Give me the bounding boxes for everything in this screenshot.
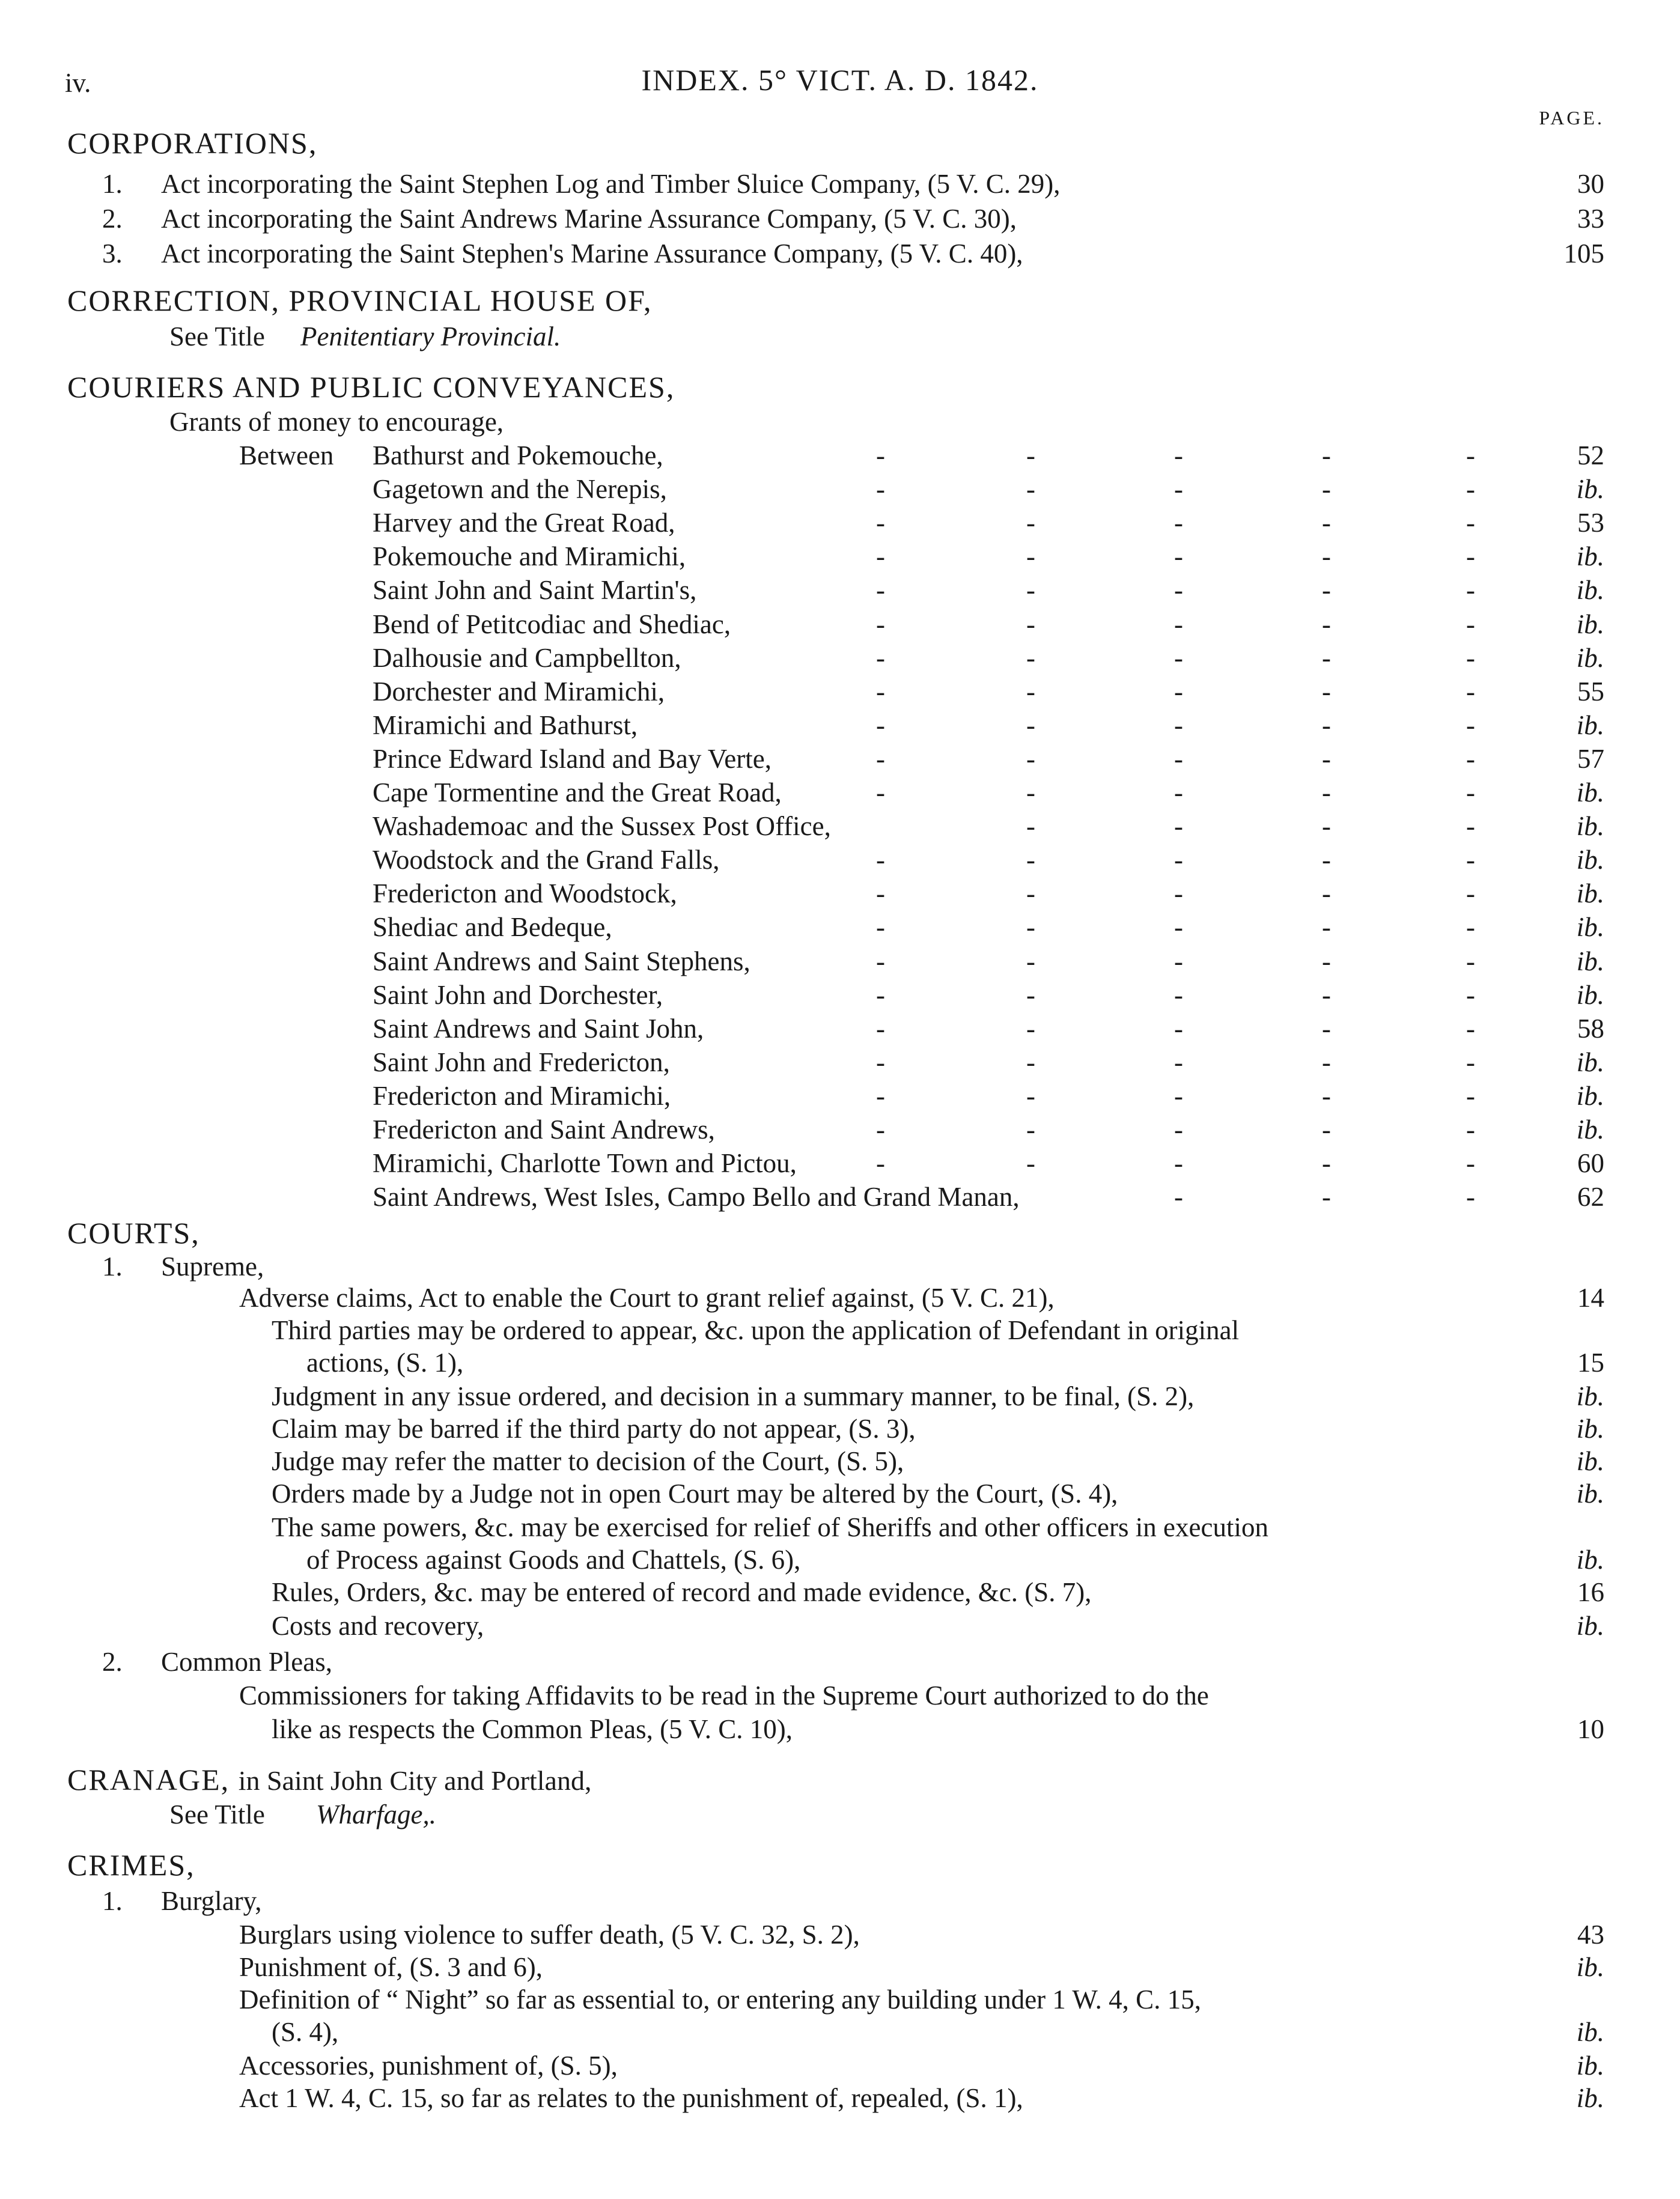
route-text: Woodstock and the Grand Falls, [373, 845, 720, 875]
leader-dash: - [876, 743, 885, 774]
crimes-punishment: Punishment of, (S. 3 and 6), ib. [239, 1952, 1604, 1982]
leader-dash: - [1174, 508, 1183, 538]
route-text: Fredericton and Saint Andrews, [373, 1115, 715, 1145]
courts-third-parties: Third parties may be ordered to appear, &c. upon the application of Defendant in original [272, 1315, 1240, 1345]
leader-dash: - [1026, 1013, 1035, 1044]
courts-rules: Rules, Orders, &c. may be entered of record and made evidence, &c. (S. 7), 16 [272, 1577, 1604, 1607]
courier-route [0, 1079, 1680, 1113]
courier-route [0, 573, 1680, 607]
courier-route [0, 1045, 1680, 1079]
leader-dash: - [1322, 878, 1331, 909]
leader-dash: - [1466, 777, 1475, 808]
entry-number: 2. [102, 1647, 123, 1677]
entry-number: 1. [102, 1252, 123, 1282]
leader-dash: - [1466, 1080, 1475, 1111]
leader-dash: - [1174, 676, 1183, 707]
leader-dash: - [1026, 878, 1035, 909]
courts-judgment: Judgment in any issue ordered, and decision in a summary manner, to be final, (S. 2), ib. [272, 1381, 1604, 1411]
crimes-accessories: Accessories, punishment of, (S. 5), ib. [239, 2051, 1604, 2081]
see-title-reference: Penitentiary Provincial. [300, 321, 561, 351]
leader-dash: - [1174, 710, 1183, 740]
leader-dash: - [1466, 743, 1475, 774]
leader-dash: - [876, 845, 885, 875]
page-number: iv. [65, 68, 91, 98]
heading-courts: COURTS, [67, 1216, 200, 1250]
leader-dash: - [1026, 676, 1035, 707]
leader-dash: - [1026, 440, 1035, 470]
route-page: ib. [1576, 1115, 1604, 1145]
route-text: Fredericton and Miramichi, [373, 1080, 671, 1111]
leader-dash: - [876, 1115, 885, 1145]
page-column-label: PAGE. [1539, 107, 1604, 129]
route-text: Harvey and the Great Road, [373, 508, 675, 538]
entry-number: 2. [102, 204, 123, 234]
entry-number: 3. [102, 239, 123, 269]
heading-crimes: CRIMES, [67, 1848, 195, 1882]
leader-dash: - [876, 676, 885, 707]
leader-dash: - [1174, 777, 1183, 808]
heading-cranage-rest: in Saint John City and Portland, [238, 1765, 592, 1796]
route-text: Saint Andrews and Saint Stephens, [373, 946, 750, 976]
leader-dash: - [1026, 912, 1035, 943]
route-page: ib. [1576, 878, 1604, 909]
leader-dash: - [1466, 508, 1475, 538]
leader-dash: - [1026, 1115, 1035, 1145]
corporations-entry-1 [0, 167, 1680, 201]
leader-dash: - [876, 1080, 885, 1111]
leader-dash: - [1026, 1080, 1035, 1111]
leader-dash: - [1322, 676, 1331, 707]
crimes-burglary [0, 1884, 1680, 1918]
leader-dash: - [1026, 508, 1035, 538]
leader-dash: - [1322, 777, 1331, 808]
courier-route [0, 1012, 1680, 1045]
courts-costs: Costs and recovery, ib. [272, 1611, 1604, 1641]
route-text: Miramichi, Charlotte Town and Pictou, [373, 1148, 797, 1179]
leader-dash: - [1322, 1013, 1331, 1044]
route-page: ib. [1576, 609, 1604, 639]
route-text: Saint Andrews, West Isles, Campo Bello and Grand Manan, [373, 1182, 1020, 1212]
leader-dash: - [1466, 1013, 1475, 1044]
route-text: Pokemouche and Miramichi, [373, 541, 686, 572]
courier-route [0, 439, 1680, 472]
entry-page: 105 [1563, 239, 1604, 269]
courts-adverse-claims: Adverse claims, Act to enable the Court to grant relief against, (5 V. C. 21), 14 [239, 1283, 1604, 1313]
leader-dash: - [1466, 1115, 1475, 1145]
entry-label: Common Pleas, [161, 1647, 333, 1677]
leader-dash: - [1026, 1047, 1035, 1077]
heading-corporations: CORPORATIONS, [67, 126, 318, 160]
leader-dash: - [1322, 508, 1331, 538]
courier-route [0, 809, 1680, 843]
route-text: Saint John and Dorchester, [373, 979, 663, 1010]
crimes-repealed: Act 1 W. 4, C. 15, so far as relates to the punishment of, repealed, (S. 1), ib. [239, 2083, 1604, 2113]
crimes-violence: Burglars using violence to suffer death, (5 V. C. 32, S. 2), 43 [239, 1920, 1604, 1950]
courier-route [0, 506, 1680, 540]
leader-dash: - [1466, 878, 1475, 909]
courts-orders: Orders made by a Judge not in open Court may be altered by the Court, (S. 4), ib. [272, 1479, 1604, 1509]
leader-dash: - [1322, 474, 1331, 505]
leader-dash: - [1322, 1047, 1331, 1077]
leader-dash: - [1466, 845, 1475, 875]
route-text: Fredericton and Woodstock, [373, 878, 677, 909]
courier-route [0, 910, 1680, 944]
leader-dash: - [1322, 541, 1331, 572]
route-text: Washademoac and the Sussex Post Office, [373, 811, 831, 842]
leader-dash: - [876, 1047, 885, 1077]
leader-dash: - [1026, 609, 1035, 639]
courier-route [0, 1146, 1680, 1180]
leader-dash: - [1174, 878, 1183, 909]
leader-dash: - [876, 1148, 885, 1179]
leader-dash: - [1466, 642, 1475, 673]
leader-dash: - [1322, 946, 1331, 976]
leader-dash: - [1466, 979, 1475, 1010]
courts-supreme [0, 1250, 1680, 1283]
route-page: 53 [1577, 508, 1604, 538]
leader-dash: - [876, 878, 885, 909]
route-page: ib. [1576, 777, 1604, 808]
route-text: Gagetown and the Nerepis, [373, 474, 667, 505]
leader-dash: - [1174, 609, 1183, 639]
leader-dash: - [1466, 912, 1475, 943]
leader-dash: - [1026, 979, 1035, 1010]
leader-dash: - [1174, 474, 1183, 505]
crimes-night-definition: Definition of “ Night” so far as essential to, or entering any building under 1 W. 4, C. 15, [239, 1985, 1201, 2015]
leader-dash: - [1322, 1115, 1331, 1145]
route-page: ib. [1576, 710, 1604, 740]
route-text: Saint John and Saint Martin's, [373, 575, 697, 606]
entry-number: 1. [102, 1886, 123, 1916]
leader-dash: - [1174, 979, 1183, 1010]
leader-dash: - [1322, 912, 1331, 943]
leader-dash: - [1322, 1182, 1331, 1212]
leader-dash: - [1174, 1013, 1183, 1044]
entry-page: 33 [1577, 204, 1604, 234]
route-page: ib. [1576, 912, 1604, 943]
leader-dash: - [876, 979, 885, 1010]
entry-label: Supreme, [161, 1252, 264, 1282]
leader-dash: - [1322, 710, 1331, 740]
leader-dash: - [1466, 609, 1475, 639]
route-text: Miramichi and Bathurst, [373, 710, 638, 740]
courts-common-pleas [0, 1645, 1680, 1679]
leader-dash: - [1466, 676, 1475, 707]
correction-see-title [0, 320, 1680, 353]
leader-dash: - [1174, 811, 1183, 842]
leader-dash: - [1026, 743, 1035, 774]
leader-dash: - [1174, 575, 1183, 606]
leader-dash: - [1174, 912, 1183, 943]
leader-dash: - [876, 575, 885, 606]
couriers-subheading: Grants of money to encourage, [169, 407, 504, 437]
route-page: ib. [1576, 575, 1604, 606]
leader-dash: - [1026, 575, 1035, 606]
cranage-see-title [0, 1798, 1680, 1831]
route-page: ib. [1576, 1080, 1604, 1111]
courts-judge: Judge may refer the matter to decision of the Court, (S. 5), ib. [272, 1446, 1604, 1476]
leader-dash: - [876, 474, 885, 505]
route-page: ib. [1576, 541, 1604, 572]
route-page: 60 [1577, 1148, 1604, 1179]
leader-dash: - [1174, 1182, 1183, 1212]
courier-route [0, 776, 1680, 809]
route-text: Shediac and Bedeque, [373, 912, 612, 943]
leader-dash: - [1322, 845, 1331, 875]
leader-dash: - [1466, 811, 1475, 842]
courier-route [0, 843, 1680, 877]
route-text: Bend of Petitcodiac and Shediac, [373, 609, 731, 639]
leader-dash: - [1026, 1148, 1035, 1179]
route-page: 57 [1577, 743, 1604, 774]
leader-dash: - [1322, 642, 1331, 673]
leader-dash: - [876, 777, 885, 808]
courier-route [0, 641, 1680, 675]
route-page: 58 [1577, 1013, 1604, 1044]
leader-dash: - [876, 642, 885, 673]
courier-route [0, 978, 1680, 1012]
leader-dash: - [1322, 979, 1331, 1010]
see-title-prefix: See Title [169, 321, 265, 351]
corporations-entry-2 [0, 202, 1680, 236]
route-page: ib. [1576, 642, 1604, 673]
leader-dash: - [876, 912, 885, 943]
leader-dash: - [1026, 777, 1035, 808]
route-text: Saint Andrews and Saint John, [373, 1013, 704, 1044]
leader-dash: - [1174, 1047, 1183, 1077]
leader-dash: - [1466, 575, 1475, 606]
leader-dash: - [1174, 1080, 1183, 1111]
leader-dash: - [1322, 609, 1331, 639]
route-page: ib. [1576, 474, 1604, 505]
entry-number: 1. [102, 169, 123, 199]
leader-dash: - [1026, 474, 1035, 505]
leader-dash: - [1466, 541, 1475, 572]
page-title: INDEX. 5° VICT. A. D. 1842. [641, 63, 1039, 97]
courier-route [0, 472, 1680, 506]
leader-dash: - [1026, 811, 1035, 842]
heading-cranage: CRANAGE, in Saint John City and Portland, [67, 1763, 592, 1796]
courts-claim: Claim may be barred if the third party do not appear, (S. 3), ib. [272, 1414, 1604, 1444]
courts-third-parties-cont: actions, (S. 1), 15 [306, 1348, 1604, 1378]
leader-dash: - [1026, 710, 1035, 740]
leader-dash: - [1026, 642, 1035, 673]
courier-route [0, 607, 1680, 641]
leader-dash: - [1174, 845, 1183, 875]
route-page: ib. [1576, 811, 1604, 842]
between-label: Between [239, 440, 334, 470]
leader-dash: - [1174, 1115, 1183, 1145]
leader-dash: - [1466, 474, 1475, 505]
route-page: 62 [1577, 1182, 1604, 1212]
entry-text: Act incorporating the Saint Stephen's Marine Assurance Company, (5 V. C. 40), [161, 239, 1023, 269]
leader-dash: - [1466, 1148, 1475, 1179]
leader-dash: - [1174, 541, 1183, 572]
leader-dash: - [1466, 1047, 1475, 1077]
leader-dash: - [876, 440, 885, 470]
route-text: Prince Edward Island and Bay Verte, [373, 743, 772, 774]
courier-route [0, 708, 1680, 742]
heading-correction: CORRECTION, PROVINCIAL HOUSE OF, [67, 284, 653, 317]
leader-dash: - [876, 1013, 885, 1044]
courier-route [0, 1113, 1680, 1146]
entry-label: Burglary, [161, 1886, 262, 1916]
route-text: Cape Tormentine and the Great Road, [373, 777, 782, 808]
leader-dash: - [876, 946, 885, 976]
leader-dash: - [1466, 710, 1475, 740]
leader-dash: - [1026, 946, 1035, 976]
leader-dash: - [1026, 845, 1035, 875]
leader-dash: - [1174, 440, 1183, 470]
crimes-night-definition-cont: (S. 4), ib. [272, 2017, 1604, 2047]
route-text: Bathurst and Pokemouche, [373, 440, 663, 470]
leader-dash: - [1322, 743, 1331, 774]
courier-route [0, 675, 1680, 708]
route-text: Saint John and Fredericton, [373, 1047, 670, 1077]
route-text: Dorchester and Miramichi, [373, 676, 665, 707]
route-page: ib. [1576, 845, 1604, 875]
leader-dash: - [1174, 946, 1183, 976]
courier-route [0, 742, 1680, 776]
route-page: ib. [1576, 979, 1604, 1010]
route-page: ib. [1576, 946, 1604, 976]
route-page: ib. [1576, 1047, 1604, 1077]
corporations-entry-3 [0, 237, 1680, 270]
courts-commissioners-cont: like as respects the Common Pleas, (5 V. C. 10), 10 [272, 1714, 1604, 1744]
leader-dash: - [1174, 642, 1183, 673]
entry-text: Act incorporating the Saint Stephen Log and Timber Sluice Company, (5 V. C. 29), [161, 169, 1061, 199]
route-page: 52 [1577, 440, 1604, 470]
leader-dash: - [876, 508, 885, 538]
entry-text: Act incorporating the Saint Andrews Marine Assurance Company, (5 V. C. 30), [161, 204, 1017, 234]
leader-dash: - [1322, 1080, 1331, 1111]
leader-dash: - [1466, 946, 1475, 976]
entry-page: 30 [1577, 169, 1604, 199]
courier-route [0, 877, 1680, 910]
courier-route [0, 540, 1680, 573]
leader-dash: - [1322, 575, 1331, 606]
heading-couriers: COURIERS AND PUBLIC CONVEYANCES, [67, 370, 675, 404]
leader-dash: - [1322, 1148, 1331, 1179]
courier-route [0, 944, 1680, 978]
see-title-reference: Wharfage,. [316, 1799, 436, 1829]
leader-dash: - [1026, 541, 1035, 572]
leader-dash: - [1322, 811, 1331, 842]
leader-dash: - [1174, 1148, 1183, 1179]
route-text: Dalhousie and Campbellton, [373, 642, 681, 673]
leader-dash: - [1466, 440, 1475, 470]
leader-dash: - [876, 541, 885, 572]
courts-commissioners: Commissioners for taking Affidavits to be read in the Supreme Court authorized to do the [239, 1680, 1209, 1711]
route-page: 55 [1577, 676, 1604, 707]
leader-dash: - [1174, 743, 1183, 774]
leader-dash: - [876, 609, 885, 639]
courts-same-powers-cont: of Process against Goods and Chattels, (S. 6), ib. [306, 1545, 1604, 1575]
see-title-prefix: See Title [169, 1799, 265, 1829]
leader-dash: - [1466, 1182, 1475, 1212]
courier-route [0, 1180, 1680, 1214]
leader-dash: - [1322, 440, 1331, 470]
courts-same-powers: The same powers, &c. may be exercised for relief of Sheriffs and other officers in execution [272, 1512, 1268, 1542]
leader-dash: - [876, 710, 885, 740]
